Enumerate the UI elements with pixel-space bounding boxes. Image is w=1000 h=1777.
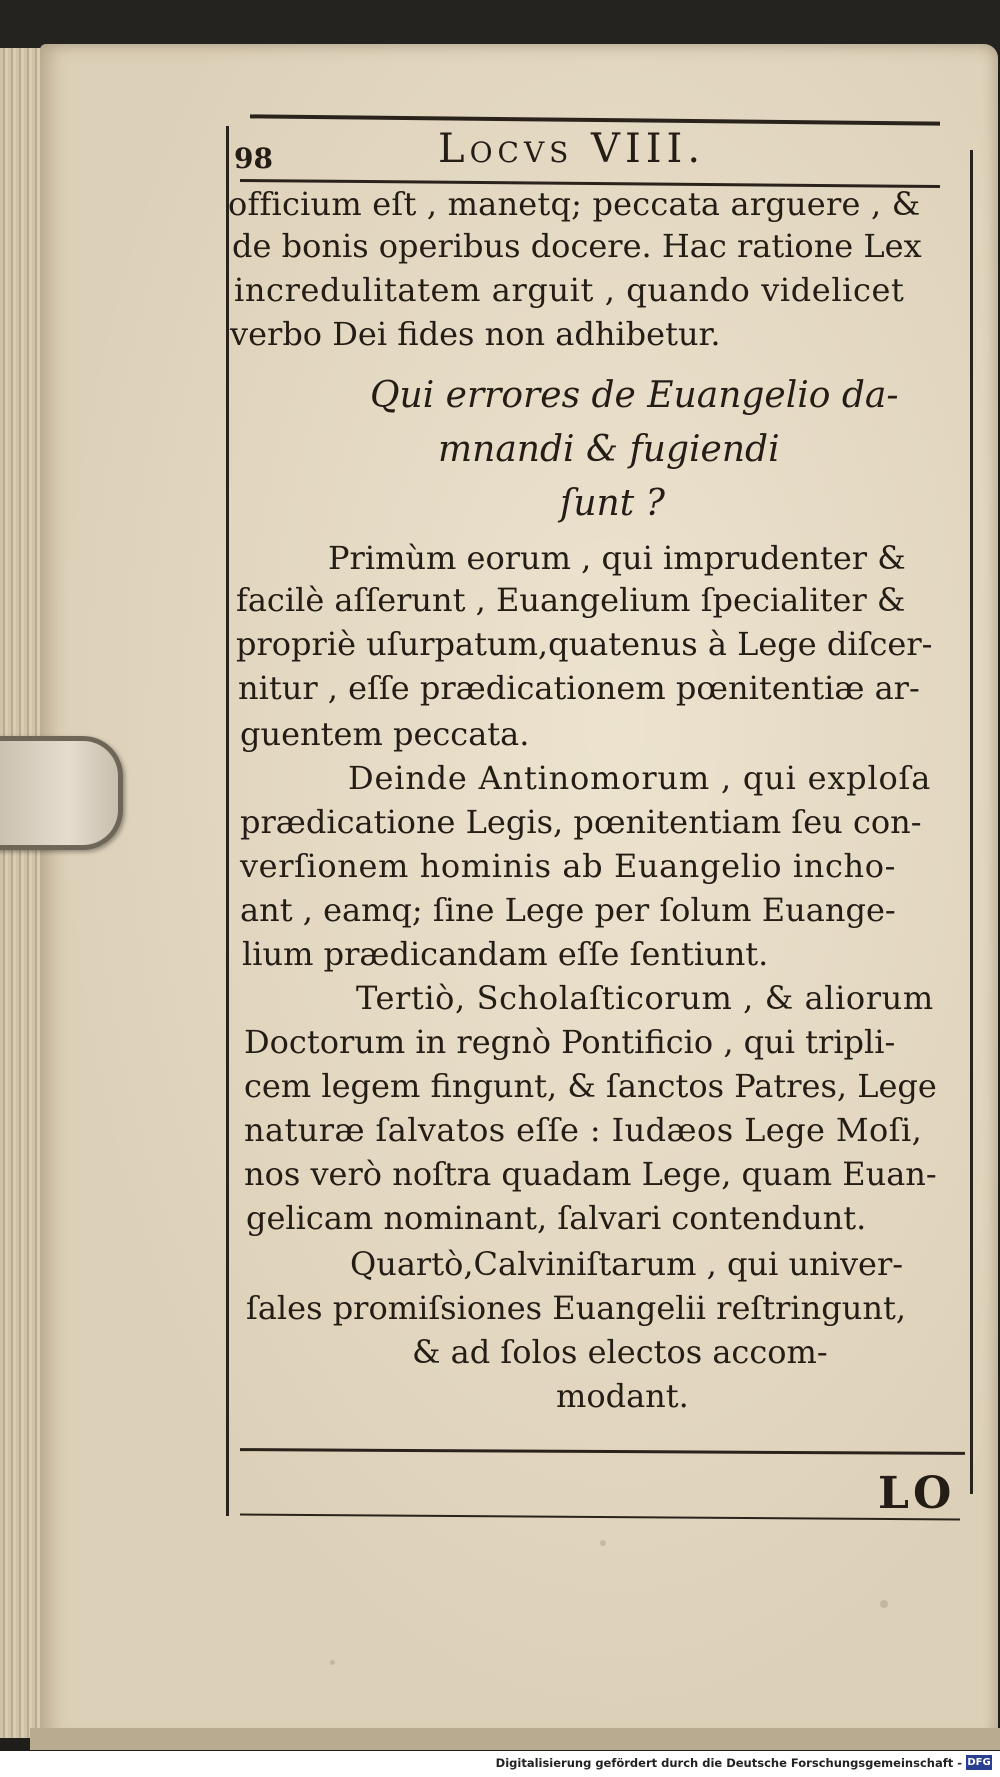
text-line: nitur , eſſe prædicationem pœnitentiæ ar- [238,669,920,707]
text-line: Doctorum in regnò Pontificio , qui tripli- [244,1023,896,1061]
text-line: nos verò noſtra quadam Lege, quam Euan- [244,1155,937,1193]
text-line: modant. [556,1377,689,1415]
frame-left-rule [226,126,229,1516]
text-line: de bonis operibus docere. Hac ratione Lex [232,227,922,265]
text-line: guentem peccata. [240,715,530,753]
text-line: gelicam nominant, ſalvari contendunt. [246,1199,867,1237]
text-line: ſales promiſsiones Euangelii reſtringunt, [246,1289,906,1327]
text-line: propriè uſurpatum,quatenus à Lege diſcer- [236,625,933,663]
foxing-spot [330,1660,335,1665]
text-line: cem legem fingunt, & ſanctos Patres, Lege [244,1067,937,1105]
text-line: verbo Dei fides non adhibetur. [230,315,721,353]
section-heading-line: Qui errores de Euangelio da- [370,375,899,416]
text-line: ant , eamq; ſine Lege per ſolum Euange- [240,891,896,929]
text-line: verſionem hominis ab Euangelio incho- [240,847,896,885]
text-line: Quartò,Calviniſtarum , qui univer- [350,1245,904,1283]
page-bottom-edge [30,1728,1000,1750]
book-clasp [0,736,123,850]
text-line: facilè aſſerunt , Euangelium ſpecialiter & [236,581,906,619]
frame-right-rule [970,150,973,1494]
text-line: incredulitatem arguit , quando videlicet [234,271,905,309]
section-heading-line: ſunt ? [560,483,665,524]
text-line: prædicatione Legis, pœnitentiam ſeu con- [240,803,922,841]
text-line: naturæ ſalvatos eſſe : Iudæos Lege Moſi, [244,1111,923,1149]
foxing-spot [600,1540,606,1546]
text-line: Deinde Antinomorum , qui exploſa [348,759,932,797]
digitization-credit: Digitalisierung gefördert durch die Deutsche Forschungsgemeinschaft - [495,1756,962,1770]
text-line: officium eſt , manetq; peccata arguere , & [228,185,921,223]
catchword: LO [878,1468,956,1519]
section-heading-line: mnandi & fugiendi [438,429,780,470]
text-line: & ad ſolos electos accom- [412,1333,828,1371]
text-line: lium prædicandam eſſe ſentiunt. [242,935,769,973]
running-head: Locvs VIII. [438,126,706,172]
text-line: Tertiò, Scholaſticorum , & aliorum [356,979,934,1017]
text-line: Primùm eorum , qui imprudenter & [328,539,906,577]
page-number: 98 [234,142,273,175]
foxing-spot [880,1600,888,1608]
dfg-logo: DFG [967,1757,991,1768]
